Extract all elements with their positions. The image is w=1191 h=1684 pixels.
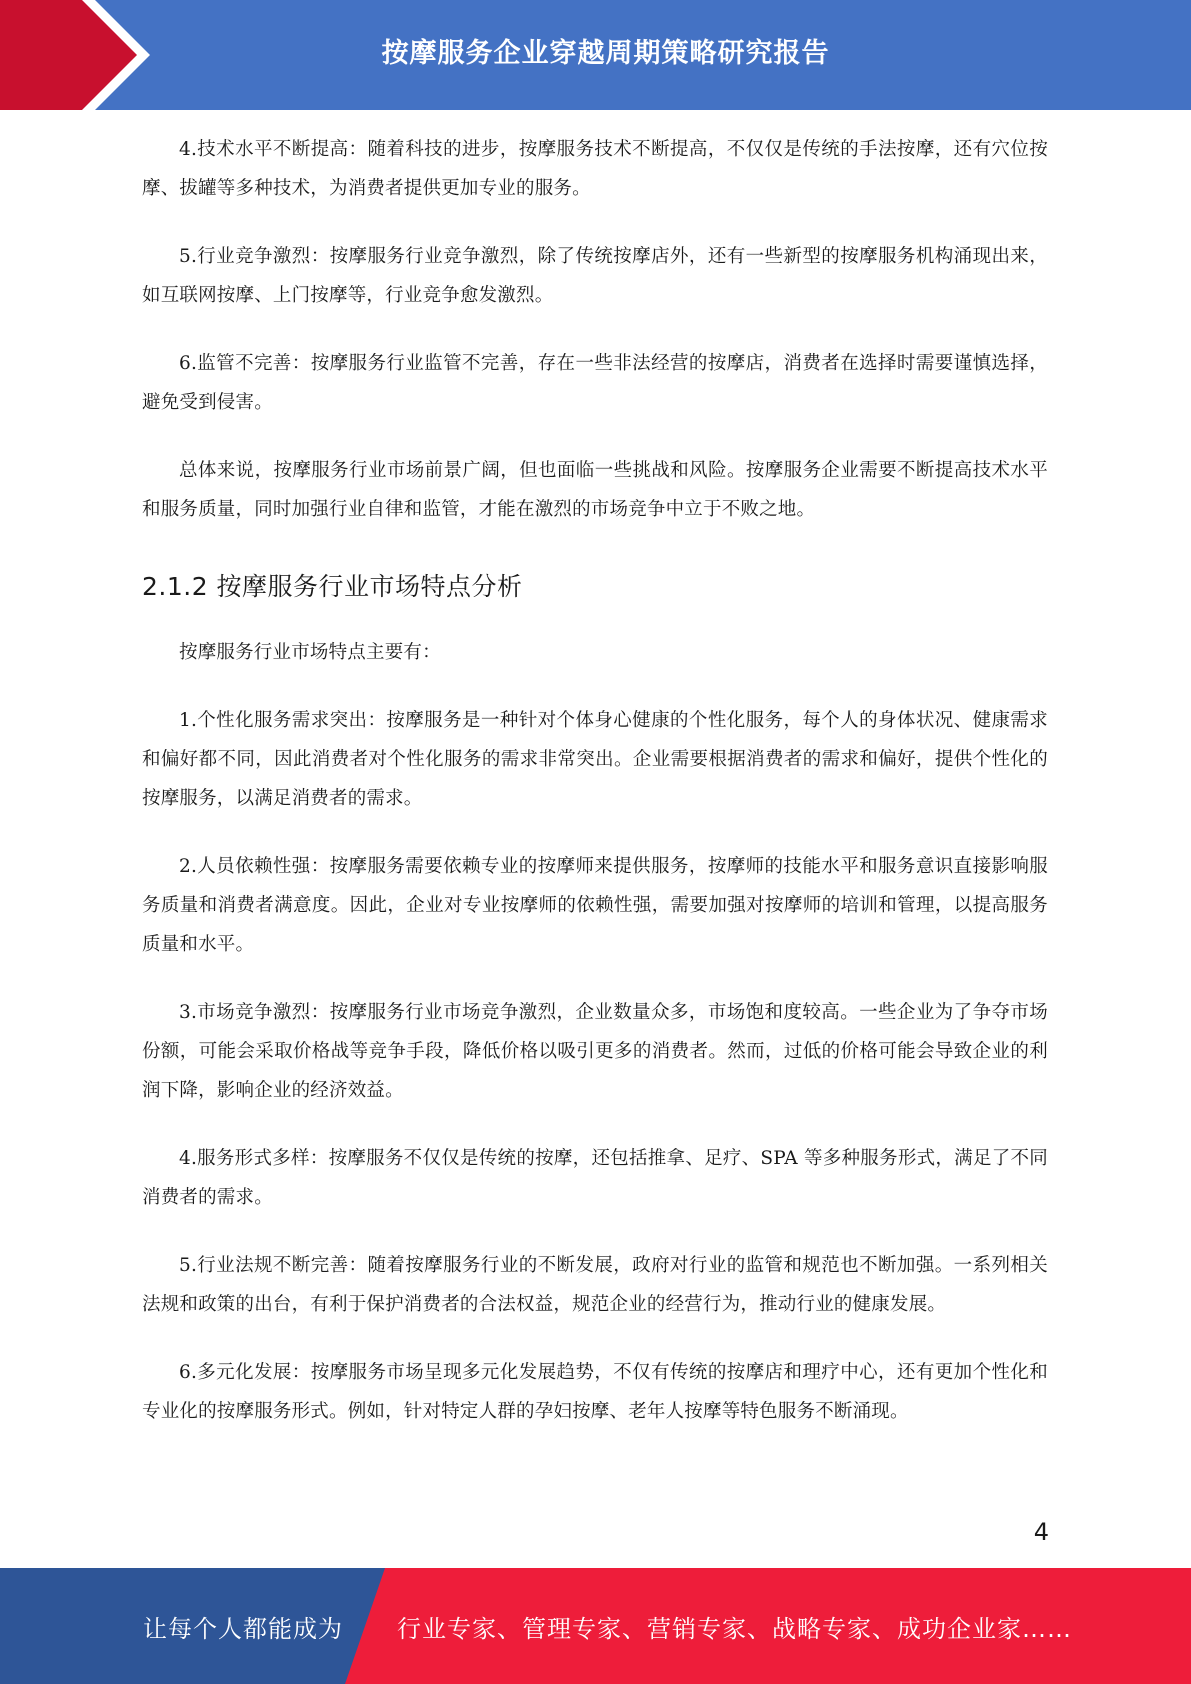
paragraph: 6.多元化发展：按摩服务市场呈现多元化发展趋势，不仅有传统的按摩店和理疗中心，还有更加个性化和专业化的按摩服务形式。例如，针对特定人群的孕妇按摩、老年人按摩等特色服务不断涌现。 xyxy=(142,1362,1048,1422)
paragraph: 总体来说，按摩服务行业市场前景广阔，但也面临一些挑战和风险。按摩服务企业需要不断提高技术水平和服务质量，同时加强行业自律和监管，才能在激烈的市场竞争中立于不败之地。 xyxy=(142,460,1048,520)
paragraph: 5.行业竞争激烈：按摩服务行业竞争激烈，除了传统按摩店外，还有一些新型的按摩服务机构涌现出来，如互联网按摩、上门按摩等，行业竞争愈发激烈。 xyxy=(142,246,1048,306)
page-number: 4 xyxy=(1033,1518,1049,1546)
paragraph: 4.技术水平不断提高：随着科技的进步，按摩服务技术不断提高，不仅仅是传统的手法按摩，还有穴位按摩、拔罐等多种技术，为消费者提供更加专业的服务。 xyxy=(142,139,1048,199)
footer-slogan-right: 行业专家、管理专家、营销专家、战略专家、成功企业家…… xyxy=(397,1614,1072,1643)
page-header xyxy=(0,0,1191,110)
paragraph: 3.市场竞争激烈：按摩服务行业市场竞争激烈，企业数量众多，市场饱和度较高。一些企业为了争夺市场份额，可能会采取价格战等竞争手段，降低价格以吸引更多的消费者。然而，过低的价格可能会导致企业的利润下降，影响企业的经济效益。 xyxy=(142,1002,1048,1101)
report-title: 按摩服务企业穿越周期策略研究报告 xyxy=(381,37,830,69)
document-body xyxy=(142,130,1048,1460)
paragraph: 2.人员依赖性强：按摩服务需要依赖专业的按摩师来提供服务，按摩师的技能水平和服务意识直接影响服务质量和消费者满意度。因此，企业对专业按摩师的依赖性强，需要加强对按摩师的培训和管理，以提高服务质量和水平。 xyxy=(142,856,1048,955)
paragraph: 4.服务形式多样：按摩服务不仅仅是传统的按摩，还包括推拿、足疗、SPA 等多种服务形式，满足了不同消费者的需求。 xyxy=(142,1148,1048,1208)
paragraph: 6.监管不完善：按摩服务行业监管不完善，存在一些非法经营的按摩店，消费者在选择时需要谨慎选择，避免受到侵害。 xyxy=(142,353,1048,413)
footer-slogan-left: 让每个人都能成为 xyxy=(143,1614,343,1643)
paragraph: 按摩服务行业市场特点主要有： xyxy=(179,642,441,663)
paragraph: 1.个性化服务需求突出：按摩服务是一种针对个体身心健康的个性化服务，每个人的身体状况、健康需求和偏好都不同，因此消费者对个性化服务的需求非常突出。企业需要根据消费者的需求和偏好，提供个性化的按摩服务，以满足消费者的需求。 xyxy=(142,710,1048,809)
section-heading: 2.1.2 按摩服务行业市场特点分析 xyxy=(142,572,523,601)
paragraph: 5.行业法规不断完善：随着按摩服务行业的不断发展，政府对行业的监管和规范也不断加强。一系列相关法规和政策的出台，有利于保护消费者的合法权益，规范企业的经营行为，推动行业的健康发展。 xyxy=(142,1255,1048,1315)
page-footer xyxy=(0,1568,1191,1684)
